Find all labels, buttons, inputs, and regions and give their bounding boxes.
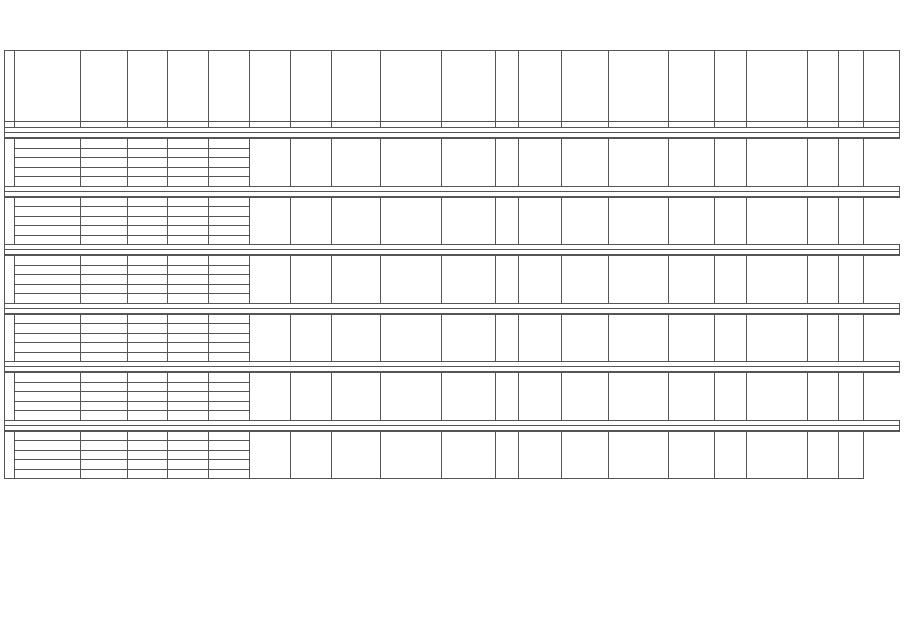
finance-label	[15, 294, 81, 304]
recipient-cell	[496, 256, 519, 304]
capacity-cell	[441, 373, 495, 421]
finance-value	[168, 235, 209, 245]
finance-value	[127, 450, 168, 460]
status-cell	[746, 431, 807, 479]
finance-label	[15, 265, 81, 275]
finance-value	[168, 284, 209, 294]
finance-value	[127, 235, 168, 245]
finance-label	[15, 460, 81, 470]
commission-cell	[291, 431, 332, 479]
finance-value	[209, 333, 250, 343]
recipient-cell	[496, 197, 519, 245]
blank-cell	[5, 256, 15, 304]
recipient-cell	[496, 373, 519, 421]
changes-cell	[807, 197, 838, 245]
builder-cell	[562, 431, 608, 479]
header-cell	[291, 51, 332, 122]
finance-value	[81, 167, 127, 177]
finance-label	[15, 352, 81, 362]
header-cell	[496, 51, 519, 122]
header-cell	[331, 51, 380, 122]
finance-value	[127, 411, 168, 421]
finance-value	[168, 333, 209, 343]
finance-label	[15, 314, 81, 324]
finance-value	[127, 284, 168, 294]
finance-value	[168, 139, 209, 149]
header-cell	[250, 51, 291, 122]
finance-value	[168, 256, 209, 266]
cost-cell	[608, 256, 669, 304]
ownership-cell	[669, 256, 715, 304]
finance-value	[168, 431, 209, 441]
finance-value	[127, 343, 168, 353]
ownership-cell	[669, 314, 715, 362]
finance-label	[15, 235, 81, 245]
finance-value	[209, 177, 250, 187]
finance-value	[168, 314, 209, 324]
blank-cell	[5, 431, 15, 479]
blank-cell	[250, 314, 291, 362]
finance-label	[15, 343, 81, 353]
capacity-cell	[441, 197, 495, 245]
finance-value	[127, 265, 168, 275]
finance-value	[209, 167, 250, 177]
finance-label	[15, 207, 81, 217]
finance-value	[168, 392, 209, 402]
expertise-cell	[839, 256, 864, 304]
basis-cell	[381, 314, 442, 362]
finance-value	[127, 207, 168, 217]
finance-value	[81, 382, 127, 392]
header-cell	[807, 51, 838, 122]
finance-label	[15, 139, 81, 149]
finance-value	[168, 158, 209, 168]
finance-value	[127, 216, 168, 226]
municipality-cell	[715, 373, 746, 421]
header-cell	[715, 51, 746, 122]
finance-value	[81, 207, 127, 217]
basis-cell	[381, 197, 442, 245]
finance-value	[81, 352, 127, 362]
changes-cell	[807, 314, 838, 362]
finance-value	[81, 256, 127, 266]
finance-value	[81, 401, 127, 411]
finance-value	[209, 411, 250, 421]
capacity-cell	[441, 431, 495, 479]
finance-value	[81, 139, 127, 149]
finance-value	[81, 216, 127, 226]
design-cell	[331, 139, 380, 187]
blank-cell	[250, 431, 291, 479]
finance-row	[5, 256, 900, 266]
cost-cell	[608, 314, 669, 362]
capacity-cell	[441, 314, 495, 362]
expertise-cell	[839, 431, 864, 479]
finance-value	[127, 460, 168, 470]
finance-value	[168, 401, 209, 411]
design-cell	[331, 256, 380, 304]
finance-value	[81, 431, 127, 441]
finance-value	[127, 431, 168, 441]
municipality-cell	[715, 314, 746, 362]
blank-cell	[250, 256, 291, 304]
design-cell	[331, 197, 380, 245]
document-sheet	[4, 50, 900, 604]
header-cell	[381, 51, 442, 122]
finance-label	[15, 275, 81, 285]
finance-label	[15, 324, 81, 334]
finance-label	[15, 373, 81, 383]
expertise-cell	[839, 139, 864, 187]
commission-cell	[291, 197, 332, 245]
expertise-cell	[839, 197, 864, 245]
finance-value	[127, 226, 168, 236]
finance-value	[127, 441, 168, 451]
recipient-cell	[496, 139, 519, 187]
finance-value	[209, 265, 250, 275]
finance-value	[168, 275, 209, 285]
blank-cell	[5, 373, 15, 421]
header-cell	[562, 51, 608, 122]
basis-cell	[381, 139, 442, 187]
commission-cell	[291, 256, 332, 304]
design-cell	[331, 373, 380, 421]
finance-value	[81, 158, 127, 168]
finance-value	[81, 275, 127, 285]
finance-label	[15, 401, 81, 411]
cost-cell	[608, 139, 669, 187]
finance-value	[168, 265, 209, 275]
finance-value	[209, 158, 250, 168]
finance-value	[209, 197, 250, 207]
blank-cell	[250, 373, 291, 421]
finance-value	[209, 352, 250, 362]
finance-value	[81, 294, 127, 304]
header-cell	[839, 51, 864, 122]
finance-value	[127, 392, 168, 402]
header-cell	[519, 51, 562, 122]
header-cell	[441, 51, 495, 122]
finance-value	[127, 314, 168, 324]
finance-label	[15, 216, 81, 226]
finance-value	[127, 373, 168, 383]
finance-label	[15, 148, 81, 158]
finance-value	[209, 207, 250, 217]
recipient-cell	[496, 431, 519, 479]
finance-label	[15, 158, 81, 168]
customer-cell	[519, 256, 562, 304]
finance-value	[127, 256, 168, 266]
finance-value	[168, 294, 209, 304]
finance-value	[81, 148, 127, 158]
cost-cell	[608, 197, 669, 245]
finance-label	[15, 284, 81, 294]
ownership-cell	[669, 431, 715, 479]
finance-label	[15, 469, 81, 479]
finance-value	[127, 469, 168, 479]
cost-cell	[608, 373, 669, 421]
finance-value	[168, 460, 209, 470]
expertise-cell	[839, 373, 864, 421]
header-cell	[127, 51, 168, 122]
finance-value	[81, 284, 127, 294]
finance-value	[209, 431, 250, 441]
finance-label	[15, 167, 81, 177]
header-cell	[168, 51, 209, 122]
finance-value	[127, 324, 168, 334]
finance-value	[168, 373, 209, 383]
finance-row	[5, 314, 900, 324]
header-cell	[864, 51, 900, 122]
builder-cell	[562, 139, 608, 187]
design-cell	[331, 431, 380, 479]
finance-value	[209, 392, 250, 402]
finance-value	[209, 401, 250, 411]
finance-value	[209, 139, 250, 149]
finance-value	[209, 469, 250, 479]
status-cell	[746, 314, 807, 362]
finance-value	[127, 139, 168, 149]
finance-label	[15, 256, 81, 266]
finance-value	[209, 460, 250, 470]
finance-value	[168, 469, 209, 479]
header-cell	[608, 51, 669, 122]
finance-value	[127, 382, 168, 392]
status-cell	[746, 139, 807, 187]
blank-cell	[5, 139, 15, 187]
builder-cell	[562, 373, 608, 421]
finance-row	[5, 373, 900, 383]
changes-cell	[807, 139, 838, 187]
header-cell	[746, 51, 807, 122]
commission-cell	[291, 139, 332, 187]
finance-value	[81, 265, 127, 275]
finance-value	[168, 216, 209, 226]
design-cell	[331, 314, 380, 362]
finance-value	[81, 197, 127, 207]
finance-value	[127, 177, 168, 187]
finance-label	[15, 226, 81, 236]
finance-value	[81, 373, 127, 383]
finance-value	[168, 148, 209, 158]
commission-cell	[291, 314, 332, 362]
builder-cell	[562, 256, 608, 304]
finance-label	[15, 441, 81, 451]
finance-value	[81, 226, 127, 236]
basis-cell	[381, 256, 442, 304]
finance-value	[168, 167, 209, 177]
customer-cell	[519, 431, 562, 479]
finance-value	[209, 343, 250, 353]
finance-value	[209, 324, 250, 334]
finance-label	[15, 382, 81, 392]
finance-value	[209, 382, 250, 392]
finance-value	[168, 207, 209, 217]
finance-value	[127, 275, 168, 285]
blank-cell	[250, 197, 291, 245]
customer-cell	[519, 373, 562, 421]
finance-value	[209, 148, 250, 158]
finance-label	[15, 411, 81, 421]
customer-cell	[519, 314, 562, 362]
capacity-cell	[441, 139, 495, 187]
status-cell	[746, 197, 807, 245]
finance-value	[168, 324, 209, 334]
finance-value	[81, 324, 127, 334]
finance-value	[81, 411, 127, 421]
municipality-cell	[715, 431, 746, 479]
finance-value	[81, 177, 127, 187]
header-cell-blank	[5, 51, 15, 122]
finance-value	[81, 314, 127, 324]
finance-value	[209, 226, 250, 236]
finance-value	[127, 352, 168, 362]
finance-row	[5, 197, 900, 207]
cost-cell	[608, 431, 669, 479]
status-cell	[746, 256, 807, 304]
customer-cell	[519, 197, 562, 245]
finance-value	[127, 148, 168, 158]
finance-value	[209, 294, 250, 304]
header-cell	[81, 51, 127, 122]
finance-value	[209, 373, 250, 383]
changes-cell	[807, 256, 838, 304]
finance-value	[168, 177, 209, 187]
basis-cell	[381, 373, 442, 421]
finance-value	[81, 333, 127, 343]
finance-value	[81, 392, 127, 402]
finance-value	[209, 256, 250, 266]
finance-label	[15, 197, 81, 207]
finance-row	[5, 139, 900, 149]
ownership-cell	[669, 373, 715, 421]
finance-value	[81, 450, 127, 460]
finance-value	[209, 275, 250, 285]
finance-value	[168, 441, 209, 451]
customer-cell	[519, 139, 562, 187]
finance-value	[81, 460, 127, 470]
finance-label	[15, 333, 81, 343]
municipality-cell	[715, 197, 746, 245]
blank-cell	[5, 314, 15, 362]
investment-objects-table	[4, 50, 900, 479]
changes-cell	[807, 431, 838, 479]
finance-value	[81, 235, 127, 245]
finance-value	[209, 450, 250, 460]
finance-value	[168, 226, 209, 236]
builder-cell	[562, 197, 608, 245]
ownership-cell	[669, 139, 715, 187]
blank-cell	[250, 139, 291, 187]
finance-value	[168, 352, 209, 362]
expertise-cell	[839, 314, 864, 362]
finance-value	[168, 411, 209, 421]
finance-value	[127, 167, 168, 177]
header-cell	[15, 51, 81, 122]
finance-label	[15, 177, 81, 187]
finance-value	[209, 216, 250, 226]
capacity-cell	[441, 256, 495, 304]
municipality-cell	[715, 139, 746, 187]
finance-value	[81, 469, 127, 479]
finance-value	[81, 441, 127, 451]
changes-cell	[807, 373, 838, 421]
finance-value	[168, 450, 209, 460]
finance-label	[15, 392, 81, 402]
header-row	[5, 51, 900, 122]
municipality-cell	[715, 256, 746, 304]
basis-cell	[381, 431, 442, 479]
builder-cell	[562, 314, 608, 362]
finance-value	[127, 333, 168, 343]
finance-value	[168, 197, 209, 207]
header-cell	[669, 51, 715, 122]
finance-value	[209, 441, 250, 451]
recipient-cell	[496, 314, 519, 362]
blank-cell	[5, 197, 15, 245]
finance-value	[127, 197, 168, 207]
finance-label	[15, 431, 81, 441]
finance-value	[127, 401, 168, 411]
finance-value	[127, 294, 168, 304]
finance-value	[168, 343, 209, 353]
finance-value	[168, 382, 209, 392]
status-cell	[746, 373, 807, 421]
finance-value	[127, 158, 168, 168]
finance-value	[209, 314, 250, 324]
finance-value	[209, 235, 250, 245]
finance-value	[81, 343, 127, 353]
header-cell	[209, 51, 250, 122]
finance-row	[5, 431, 900, 441]
ownership-cell	[669, 197, 715, 245]
commission-cell	[291, 373, 332, 421]
finance-value	[209, 284, 250, 294]
finance-label	[15, 450, 81, 460]
